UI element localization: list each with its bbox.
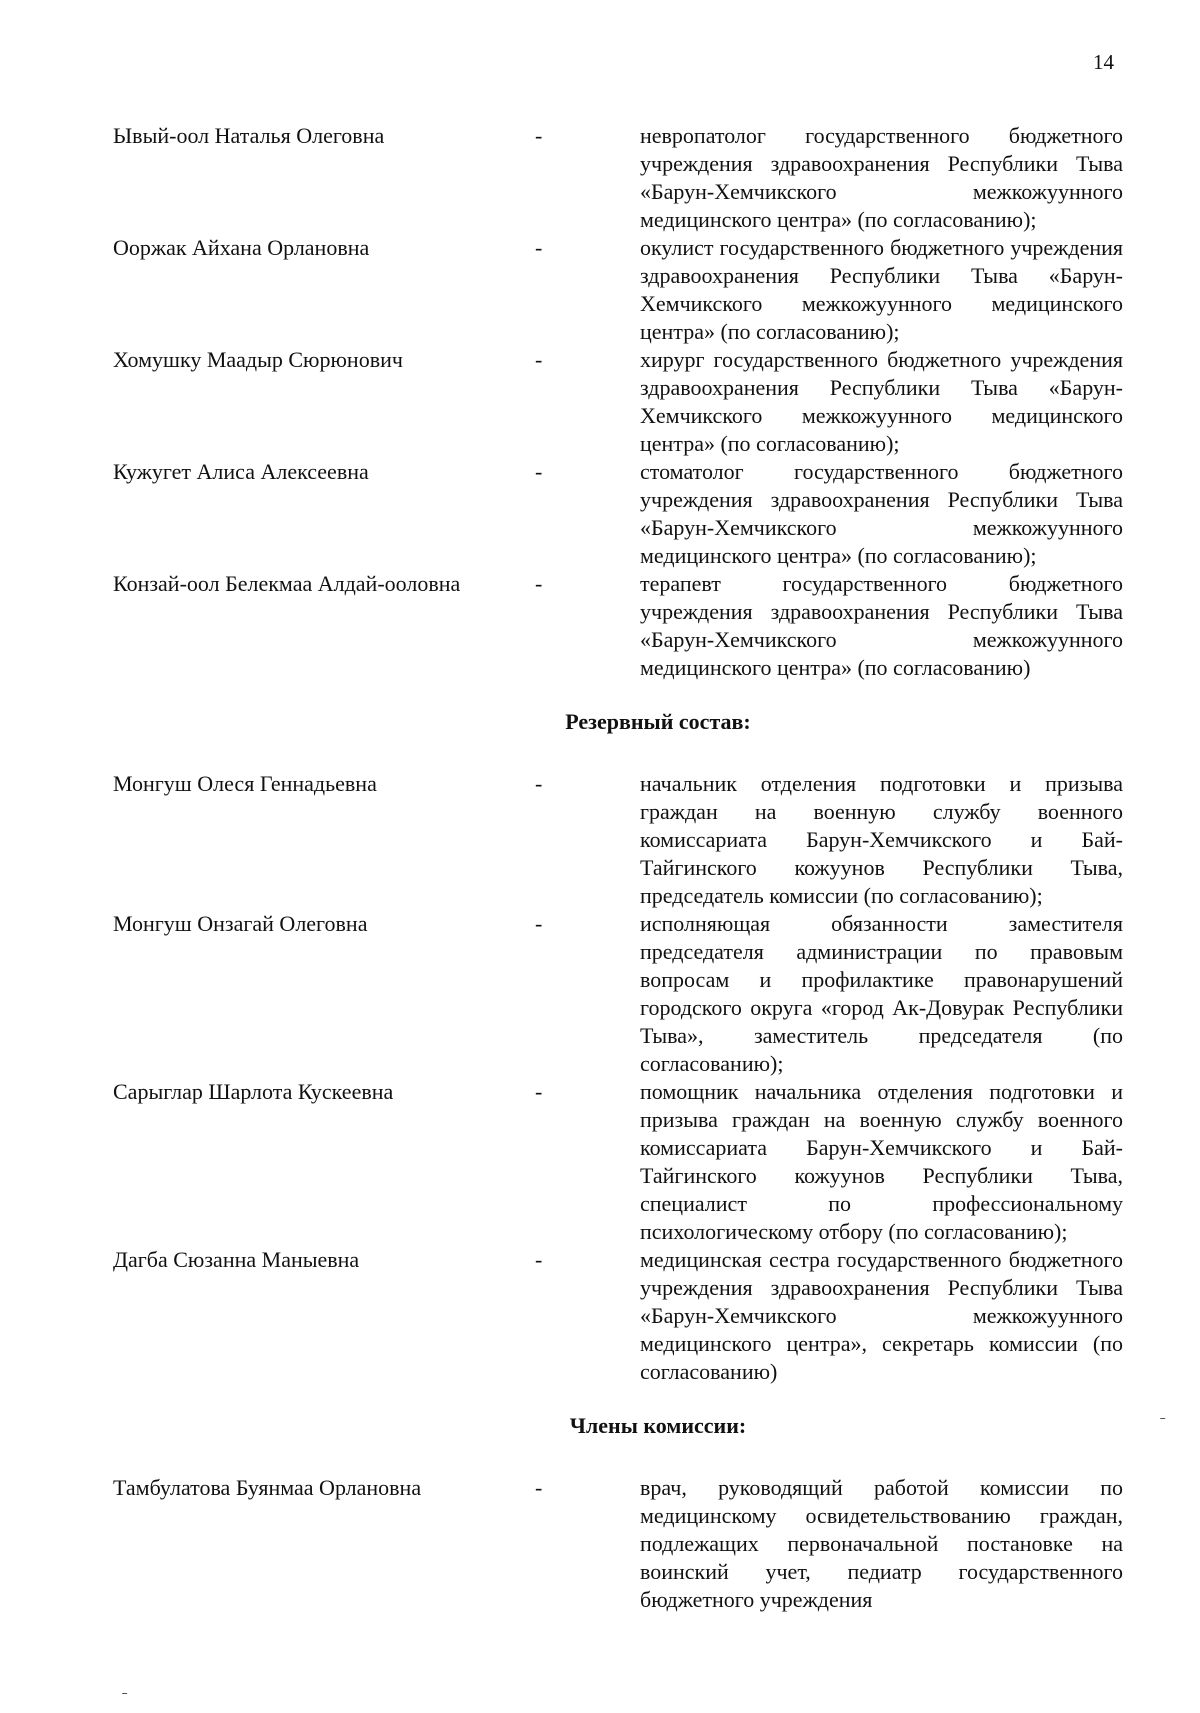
dash: - [535, 771, 543, 796]
person-name: Монгуш Онзагай Олеговна [113, 911, 368, 936]
dash: - [535, 347, 543, 372]
dash: - [535, 1079, 543, 1104]
list-item [113, 770, 1123, 910]
dash: - [535, 123, 543, 148]
list-item [113, 458, 1123, 570]
document-body [113, 122, 1123, 1614]
person-description: окулист государственного бюджетного учреждения здравоохранения Республики Тыва «Барун-Хемчикского межкожуунного медицинского центра» (по согласованию); [640, 235, 1123, 344]
list-item [113, 1474, 1123, 1614]
scan-mark: ˉ [1160, 1415, 1166, 1432]
person-description: начальник отделения подготовки и призыва граждан на военную службу военного комиссариата Барун-Хемчикского и Бай-Тайгинского кожуунов Республики Тыва, председатель комиссии (по согласованию); [640, 771, 1123, 908]
person-name: Хомушку Маадыр Сюрюнович [113, 347, 403, 372]
page-number: 14 [1093, 50, 1114, 74]
members-heading: Члены комиссии: [569, 1413, 747, 1438]
commission-list-main [113, 122, 1123, 682]
dash: - [535, 235, 543, 260]
person-description: хирург государственного бюджетного учреждения здравоохранения Республики Тыва «Барун-Хемчикского межкожуунного медицинского центра» (по согласованию); [640, 347, 1123, 456]
reserve-heading: Резервный состав: [565, 709, 751, 734]
person-name: Кужугет Алиса Алексеевна [113, 459, 369, 484]
list-item [113, 346, 1123, 458]
person-name: Ывый-оол Наталья Олеговна [113, 123, 385, 148]
dash: - [535, 459, 543, 484]
person-name: Сарыглар Шарлота Кускеевна [113, 1079, 394, 1104]
person-name: Конзай-оол Белекмаа Алдай-ооловна [113, 571, 461, 596]
person-name: Ооржак Айхана Орлановна [113, 235, 370, 260]
person-name: Дагба Сюзанна Маныевна [113, 1247, 360, 1272]
list-item [113, 570, 1123, 682]
person-description: невропатолог государственного бюджетного учреждения здравоохранения Республики Тыва «Барун-Хемчикского межкожуунного медицинского центра» (по согласованию); [640, 123, 1123, 232]
person-description: исполняющая обязанности заместителя председателя администрации по правовым вопросам и профилактике правонарушений городского округа «город Ак-Довурак Республики Тыва», заместитель председателя (по согласованию); [640, 911, 1123, 1076]
scan-mark: ˉ [122, 1690, 128, 1707]
person-description: терапевт государственного бюджетного учреждения здравоохранения Республики Тыва «Барун-Хемчикского межкожуунного медицинского центра» (по согласованию) [640, 571, 1123, 680]
list-item [113, 910, 1123, 1078]
person-description: медицинская сестра государственного бюджетного учреждения здравоохранения Республики Тыва «Барун-Хемчикского межкожуунного медицинского центра», секретарь комиссии (по согласованию) [640, 1247, 1123, 1384]
list-item [113, 234, 1123, 346]
person-description: врач, руководящий работой комиссии по медицинскому освидетельствованию граждан, подлежащих первоначальной постановке на воинский учет, педиатр государственного бюджетного учреждения [640, 1475, 1123, 1612]
person-name: Монгуш Олеся Геннадьевна [113, 771, 377, 796]
person-description: помощник начальника отделения подготовки и призыва граждан на военную службу военного комиссариата Барун-Хемчикского и Бай-Тайгинского кожуунов Республики Тыва, специалист по профессиональному психологическому отбору (по согласованию); [640, 1079, 1123, 1244]
list-item [113, 122, 1123, 234]
list-item [113, 1078, 1123, 1246]
person-description: стоматолог государственного бюджетного учреждения здравоохранения Республики Тыва «Барун-Хемчикского межкожуунного медицинского центра» (по согласованию); [640, 459, 1123, 568]
list-item [113, 1246, 1123, 1386]
person-name: Тамбулатова Буянмаа Орлановна [113, 1475, 422, 1500]
commission-list-reserve [113, 770, 1123, 1386]
dash: - [535, 571, 543, 596]
commission-list-members [113, 1474, 1123, 1614]
dash: - [535, 1247, 543, 1272]
dash: - [535, 1475, 543, 1500]
dash: - [535, 911, 543, 936]
